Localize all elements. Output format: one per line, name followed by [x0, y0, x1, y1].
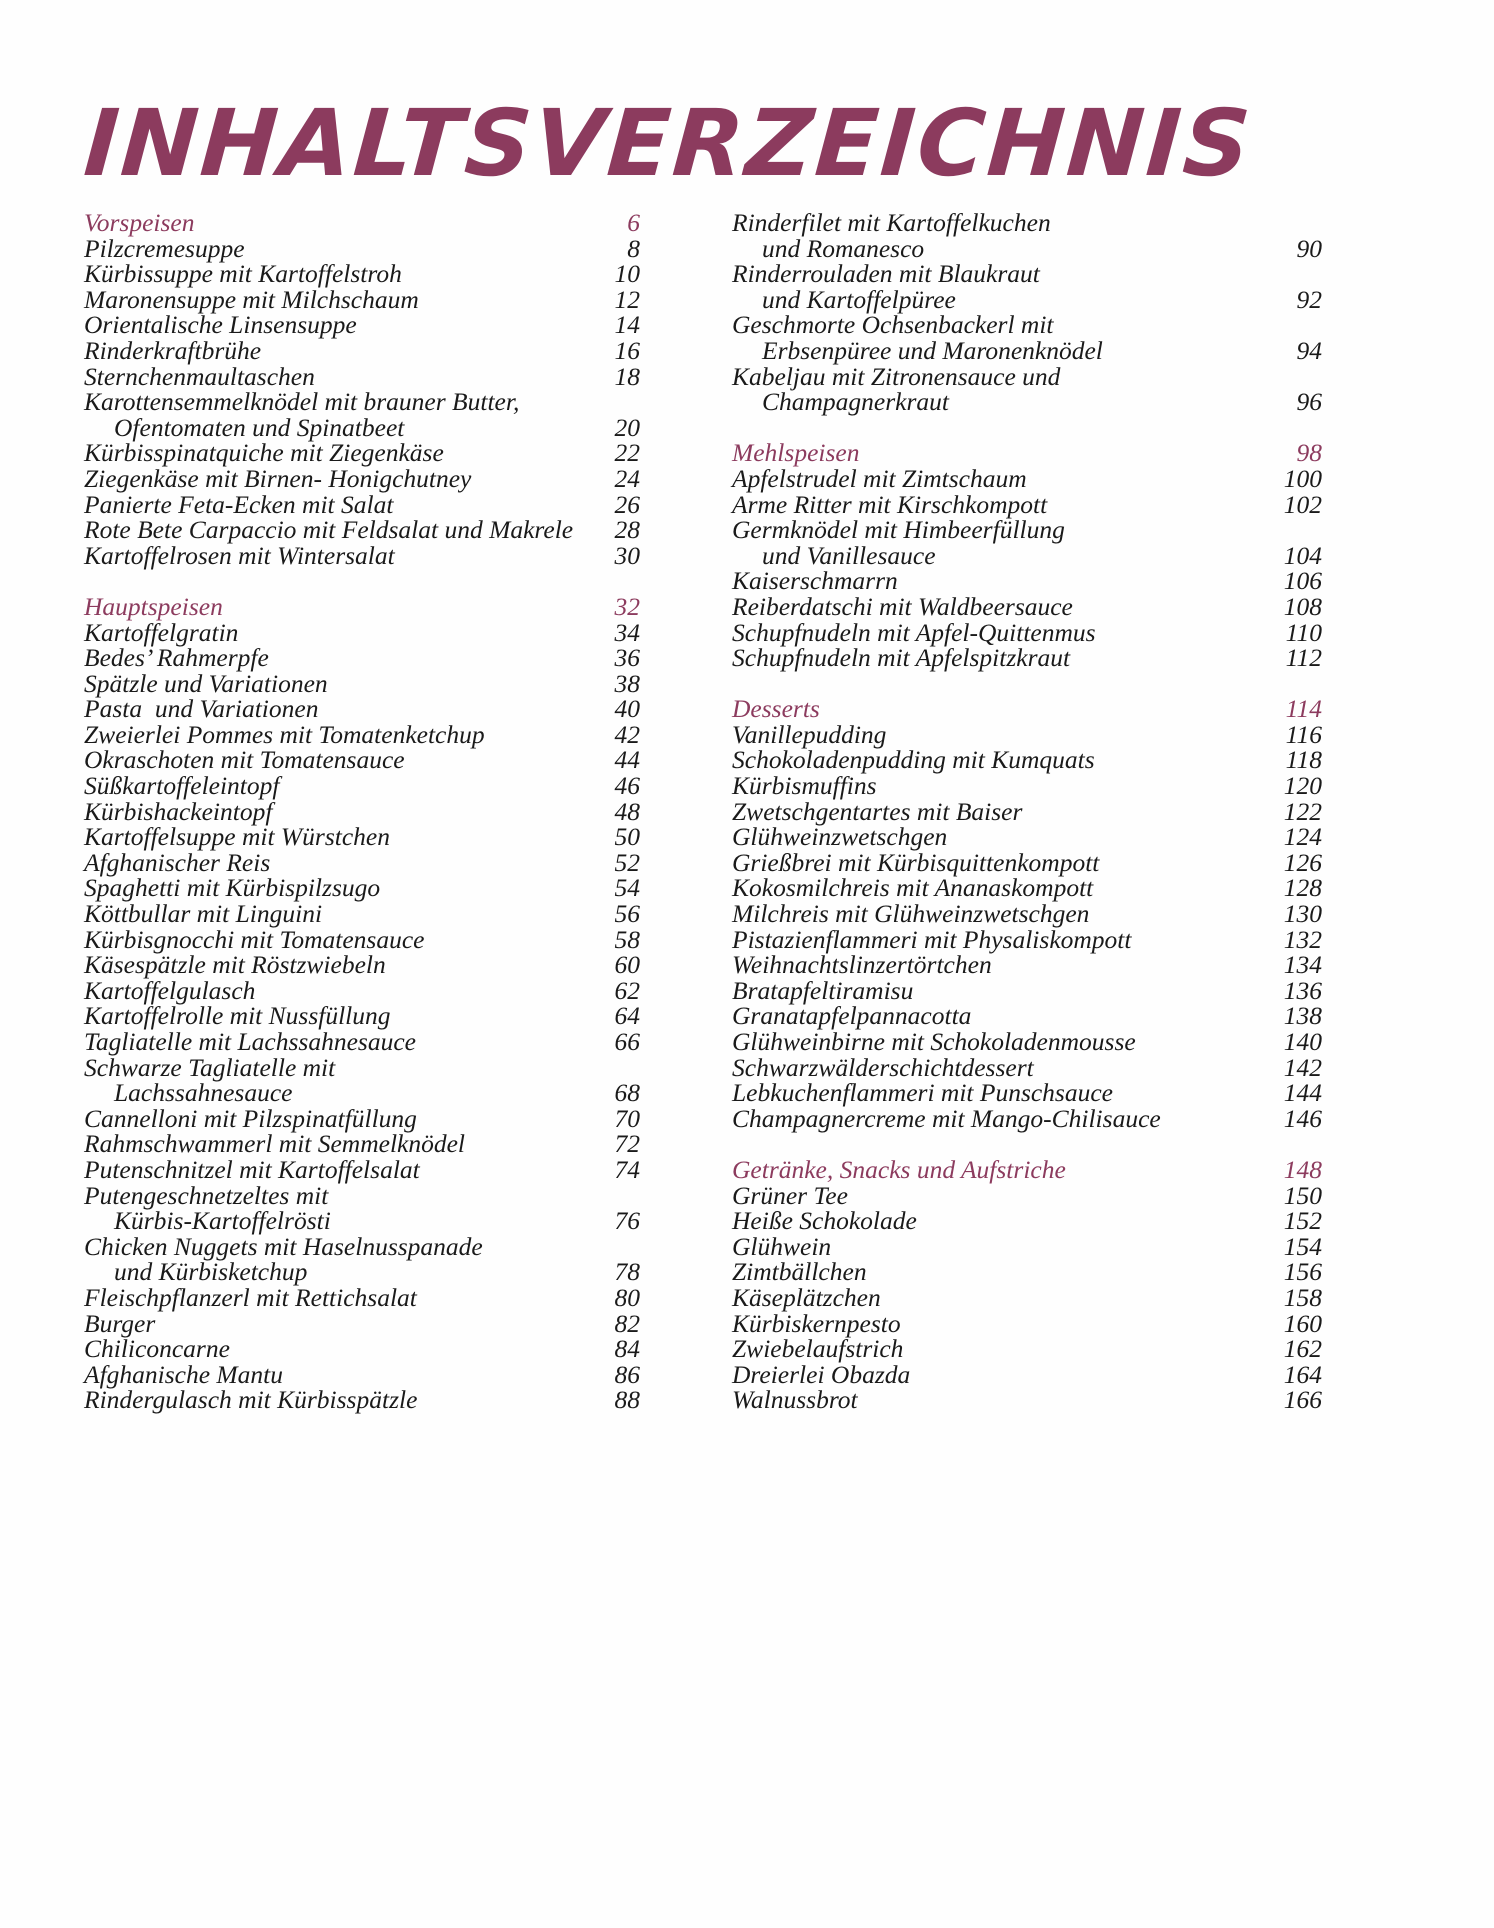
toc-columns: [0, 210, 1494, 1413]
toc-entry-label: Rinderrouladen mit Blaukraut: [732, 259, 1040, 289]
toc-entry-label: und Vanillesauce: [762, 540, 936, 570]
toc-entry[interactable]: [732, 773, 1322, 799]
toc-entry-label: Getränke, Snacks und Aufstriche: [732, 1154, 1066, 1184]
toc-entry[interactable]: [732, 747, 1322, 773]
toc-entry-label: Cannelloni mit Pilzspinatfüllung: [84, 1103, 417, 1133]
toc-page-number: 90: [1296, 233, 1322, 263]
toc-entry[interactable]: [84, 1231, 640, 1261]
toc-entry-label: Schokoladenpudding mit Kumquats: [732, 745, 1095, 775]
toc-entry[interactable]: [732, 796, 1322, 826]
toc-entry-label: Tagliatelle mit Lachssahnesauce: [84, 1027, 416, 1056]
toc-entry[interactable]: [732, 1003, 1322, 1029]
section-spacer: [732, 415, 1322, 441]
toc-page-number: 102: [1283, 489, 1322, 519]
toc-page-number: 14: [614, 310, 640, 340]
toc-entry-label: Chicken Nuggets mit Haselnusspanade: [84, 1231, 483, 1261]
toc-page-number: 96: [1296, 387, 1322, 417]
toc-page-number: 130: [1283, 899, 1322, 929]
toc-page-number: 156: [1283, 1257, 1322, 1287]
toc-entry-label: Desserts: [732, 694, 820, 724]
toc-page-number: 110: [1285, 617, 1322, 647]
toc-entry[interactable]: [84, 1003, 640, 1029]
toc-entry-label: Granatapfelpannacotta: [732, 1001, 972, 1031]
toc-page-number: 144: [1283, 1078, 1322, 1108]
toc-entry[interactable]: [84, 847, 640, 877]
toc-page-number: 66: [614, 1027, 640, 1056]
toc-page-number: 160: [1283, 1308, 1322, 1338]
toc-entry-label: Kabeljau mit Zitronensauce und: [732, 361, 1061, 391]
toc-entry-label: Ofentomaten und Spinatbeet: [114, 412, 405, 442]
toc-entry-label: Lebkuchenflammeri mit Punschsauce: [732, 1078, 1113, 1108]
toc-entry[interactable]: [732, 284, 1322, 314]
toc-entry-label: Rote Bete Carpaccio mit Feldsalat und Makrele: [84, 515, 574, 545]
toc-entry[interactable]: [732, 261, 1322, 287]
toc-entry[interactable]: [732, 1208, 1322, 1234]
toc-page-number: 104: [1283, 540, 1322, 570]
toc-page-number: 58: [614, 924, 640, 954]
toc-entry-label: Karottensemmelknödel mit brauner Butter,: [84, 387, 520, 417]
toc-entry-label: Käsespätzle mit Röstzwiebeln: [84, 950, 386, 980]
toc-entry-label: Grüner Tee: [732, 1180, 848, 1210]
toc-page-number: 26: [614, 489, 640, 519]
toc-entry-label: Zimtbällchen: [732, 1257, 867, 1287]
toc-page-number: 142: [1283, 1052, 1322, 1082]
toc-entry-label: Zwetschgentartes mit Baiser: [732, 796, 1023, 826]
toc-entry[interactable]: [732, 591, 1322, 621]
toc-entry-label: Milchreis mit Glühweinzwetschgen: [732, 899, 1090, 929]
toc-page-number: 6: [627, 208, 640, 237]
section-spacer: [732, 1131, 1322, 1157]
toc-page-number: 10: [614, 259, 640, 289]
toc-entry-label: Walnussbrot: [732, 1385, 858, 1415]
toc-entry-label: Bratapfeltiramisu: [732, 975, 914, 1005]
toc-page-number: 16: [614, 335, 640, 365]
toc-entry-label: Chiliconcarne: [84, 1334, 230, 1364]
toc-entry[interactable]: [84, 412, 640, 442]
toc-entry-label: Kartoffelgratin: [84, 617, 239, 647]
toc-page-number: 158: [1283, 1282, 1322, 1312]
toc-page-number: 92: [1296, 284, 1322, 314]
toc-page-number: 114: [1285, 694, 1322, 724]
toc-entry[interactable]: [732, 489, 1322, 519]
toc-entry[interactable]: [84, 952, 640, 978]
toc-entry-label: Grießbrei mit Kürbisquittenkompott: [732, 847, 1100, 877]
toc-entry-label: Panierte Feta-Ecken mit Salat: [84, 489, 394, 519]
toc-entry[interactable]: [84, 489, 640, 519]
toc-page-number: 146: [1283, 1103, 1322, 1133]
toc-page-number: 40: [614, 694, 640, 724]
toc-entry[interactable]: [732, 617, 1322, 647]
toc-entry[interactable]: [84, 747, 640, 773]
toc-entry[interactable]: [732, 1180, 1322, 1210]
toc-entry-label: Fleischpflanzerl mit Rettichsalat: [84, 1282, 417, 1312]
toc-entry[interactable]: [84, 617, 640, 647]
toc-entry[interactable]: [84, 463, 640, 493]
toc-page-number: 148: [1283, 1154, 1322, 1184]
toc-entry[interactable]: [84, 645, 640, 671]
toc-entry[interactable]: [84, 975, 640, 1005]
toc-entry[interactable]: [84, 901, 640, 927]
toc-entry-label: Rinderkraftbrühe: [84, 335, 262, 365]
toc-entry-label: Kürbissuppe mit Kartoffelstroh: [84, 259, 402, 289]
toc-page-number: 8: [627, 233, 640, 263]
toc-entry-label: und Kürbisketchup: [114, 1257, 308, 1287]
toc-page-number: 74: [614, 1154, 640, 1184]
toc-page-number: 64: [614, 1001, 640, 1031]
toc-entry[interactable]: [84, 1029, 640, 1055]
toc-entry-label: Kürbisspinatquiche mit Ziegenkäse: [84, 438, 444, 468]
toc-page-number: 126: [1283, 847, 1322, 877]
toc-entry-label: Pasta und Variationen: [84, 694, 319, 724]
toc-entry[interactable]: [84, 796, 640, 826]
toc-entry-label: Weihnachtslinzertörtchen: [732, 950, 992, 980]
toc-entry[interactable]: [732, 1029, 1322, 1055]
toc-entry[interactable]: [84, 1282, 640, 1312]
toc-entry[interactable]: [732, 463, 1322, 493]
toc-entry[interactable]: [732, 924, 1322, 954]
toc-entry-label: Zweierlei Pommes mit Tomatenketchup: [84, 719, 485, 749]
toc-entry[interactable]: [84, 1259, 640, 1285]
toc-entry[interactable]: [84, 389, 640, 415]
toc-page-number: 76: [614, 1206, 640, 1236]
toc-entry-label: Champagnerkraut: [762, 387, 949, 417]
toc-entry-label: Afghanische Mantu: [84, 1359, 284, 1389]
toc-entry[interactable]: [732, 210, 1322, 236]
toc-entry[interactable]: [84, 312, 640, 338]
toc-page-number: 12: [614, 284, 640, 314]
toc-column-left: [0, 210, 650, 1413]
toc-page-number: 166: [1283, 1385, 1322, 1415]
toc-entry[interactable]: [732, 568, 1322, 594]
toc-entry-label: Kokosmilchreis mit Ananaskompott: [732, 873, 1094, 903]
toc-page-number: 138: [1283, 1001, 1322, 1031]
toc-entry[interactable]: [84, 1359, 640, 1389]
toc-page-number: 80: [614, 1282, 640, 1312]
toc-page-number: 82: [614, 1308, 640, 1338]
toc-entry[interactable]: [84, 668, 640, 698]
toc-entry[interactable]: [84, 261, 640, 287]
toc-entry[interactable]: [732, 1103, 1322, 1133]
toc-entry[interactable]: [732, 1231, 1322, 1261]
toc-entry-label: Hauptspeisen: [84, 591, 223, 621]
toc-entry-label: Sternchenmaultaschen: [84, 361, 315, 391]
toc-section-heading[interactable]: [732, 1154, 1322, 1184]
toc-entry-label: Putengeschnetzeltes mit: [84, 1180, 329, 1210]
toc-entry[interactable]: [732, 361, 1322, 391]
toc-page-number: 32: [614, 591, 640, 621]
toc-page-number: 106: [1283, 566, 1322, 596]
toc-page-number: 88: [614, 1385, 640, 1415]
toc-page-number: 56: [614, 899, 640, 929]
toc-entry[interactable]: [84, 540, 640, 570]
toc-entry[interactable]: [732, 517, 1322, 543]
toc-page-number: 60: [614, 950, 640, 980]
toc-entry-label: Glühweinbirne mit Schokoladenmousse: [732, 1027, 1136, 1056]
toc-entry[interactable]: [732, 540, 1322, 570]
toc-page-number: 84: [614, 1334, 640, 1364]
page-title: INHALTSVERZEICHNIS: [80, 90, 1256, 197]
toc-entry[interactable]: [84, 1052, 640, 1082]
toc-page-number: 164: [1283, 1359, 1322, 1389]
toc-entry-label: Kürbisgnocchi mit Tomatensauce: [84, 924, 425, 954]
toc-entry-label: Kartoffelsuppe mit Würstchen: [84, 822, 390, 852]
toc-page-number: 98: [1296, 438, 1322, 468]
toc-page-number: 62: [614, 975, 640, 1005]
toc-entry-label: Reiberdatschi mit Waldbeersauce: [732, 591, 1073, 621]
toc-entry-label: Okraschoten mit Tomatensauce: [84, 745, 405, 775]
toc-entry-label: Kürbis-Kartoffelrösti: [114, 1206, 331, 1236]
toc-entry-label: Schupfnudeln mit Apfel-Quittenmus: [732, 617, 1096, 647]
toc-page-number: 78: [614, 1257, 640, 1287]
toc-page-number: 24: [614, 463, 640, 493]
toc-entry[interactable]: [84, 440, 640, 466]
toc-entry-label: Köttbullar mit Linguini: [84, 899, 323, 929]
toc-entry-label: Kartoffelrosen mit Wintersalat: [84, 540, 395, 570]
toc-section-heading[interactable]: [84, 210, 640, 236]
toc-entry-label: Vorspeisen: [84, 208, 195, 237]
toc-page-number: 50: [614, 822, 640, 852]
toc-entry[interactable]: [84, 1131, 640, 1157]
toc-page-number: 108: [1283, 591, 1322, 621]
toc-section-heading[interactable]: [84, 591, 640, 621]
toc-page-number: 72: [614, 1129, 640, 1159]
toc-page-number: 86: [614, 1359, 640, 1389]
toc-entry-label: Kürbishackeintopf: [84, 796, 273, 826]
toc-entry-label: und Romanesco: [762, 233, 925, 263]
toc-entry-label: Geschmorte Ochsenbackerl mit: [732, 310, 1054, 340]
toc-page-number: 54: [614, 873, 640, 903]
toc-entry[interactable]: [732, 901, 1322, 927]
toc-entry-label: Pistazienflammeri mit Physaliskompott: [732, 924, 1132, 954]
toc-entry[interactable]: [732, 875, 1322, 901]
toc-column-right: [650, 210, 1410, 1413]
toc-entry[interactable]: [732, 1336, 1322, 1362]
toc-entry[interactable]: [732, 233, 1322, 263]
toc-page-number: 162: [1283, 1334, 1322, 1364]
toc-entry-label: Pilzcremesuppe: [84, 233, 245, 263]
toc-entry[interactable]: [84, 335, 640, 365]
toc-page-number: 116: [1285, 719, 1322, 749]
toc-page-number: 34: [614, 617, 640, 647]
toc-entry-label: Germknödel mit Himbeerfüllung: [732, 515, 1065, 545]
toc-page-number: 28: [614, 515, 640, 545]
toc-entry[interactable]: [732, 389, 1322, 415]
toc-page-number: 150: [1283, 1180, 1322, 1210]
toc-entry-label: und Kartoffelpüree: [762, 284, 956, 314]
toc-page-number: 112: [1285, 643, 1322, 673]
toc-page-number: 120: [1283, 771, 1322, 801]
toc-entry-label: Vanillepudding: [732, 719, 887, 749]
toc-entry[interactable]: [84, 773, 640, 799]
toc-page-number: 118: [1285, 745, 1322, 775]
toc-page-number: 128: [1283, 873, 1322, 903]
toc-entry[interactable]: [84, 1154, 640, 1184]
toc-entry[interactable]: [732, 335, 1322, 365]
toc-entry-label: Heiße Schokolade: [732, 1206, 917, 1236]
toc-page-number: 18: [614, 361, 640, 391]
toc-page-number: 30: [614, 540, 640, 570]
toc-entry-label: Ziegenkäse mit Birnen- Honigchutney: [84, 463, 472, 493]
toc-page-number: 94: [1296, 335, 1322, 365]
toc-page-number: 42: [614, 719, 640, 749]
toc-entry[interactable]: [732, 1282, 1322, 1312]
toc-entry[interactable]: [84, 1180, 640, 1210]
toc-entry[interactable]: [732, 847, 1322, 877]
toc-entry[interactable]: [84, 284, 640, 314]
toc-entry[interactable]: [732, 719, 1322, 749]
toc-entry-label: Glühwein: [732, 1231, 832, 1261]
toc-entry[interactable]: [732, 1308, 1322, 1338]
toc-entry-label: Kürbiskernpesto: [732, 1308, 901, 1338]
toc-entry-label: Champagnercreme mit Mango-Chilisauce: [732, 1103, 1161, 1133]
toc-entry-label: Dreierlei Obazda: [732, 1359, 911, 1389]
toc-entry-label: Glühweinzwetschgen: [732, 822, 948, 852]
toc-page-number: 36: [614, 643, 640, 673]
toc-entry[interactable]: [732, 952, 1322, 978]
toc-entry[interactable]: [84, 1103, 640, 1133]
toc-entry-label: Putenschnitzel mit Kartoffelsalat: [84, 1154, 420, 1184]
toc-entry[interactable]: [732, 1259, 1322, 1285]
toc-page-number: 38: [614, 668, 640, 698]
toc-page-number: 134: [1283, 950, 1322, 980]
toc-entry-label: Maronensuppe mit Milchschaum: [84, 284, 419, 314]
toc-entry[interactable]: [84, 875, 640, 901]
toc-entry-label: Zwiebelaufstrich: [732, 1334, 904, 1364]
toc-entry[interactable]: [84, 1336, 640, 1362]
toc-entry-label: Afghanischer Reis: [84, 847, 271, 877]
toc-entry-label: Schupfnudeln mit Apfelspitzkraut: [732, 643, 1071, 673]
section-spacer: [732, 671, 1322, 697]
toc-entry-label: Rahmschwammerl mit Semmelknödel: [84, 1129, 466, 1159]
toc-entry-label: Spaghetti mit Kürbispilzsugo: [84, 873, 381, 903]
toc-page-number: 52: [614, 847, 640, 877]
toc-entry-label: Kaiserschmarrn: [732, 566, 898, 596]
toc-entry-label: Kürbismuffins: [732, 771, 877, 801]
toc-entry[interactable]: [84, 1080, 640, 1106]
toc-entry[interactable]: [84, 1308, 640, 1338]
toc-page-number: 124: [1283, 822, 1322, 852]
toc-entry[interactable]: [84, 517, 640, 543]
section-spacer: [84, 568, 640, 594]
toc-page-number: 70: [614, 1103, 640, 1133]
toc-page-number: 154: [1283, 1231, 1322, 1261]
toc-section-heading[interactable]: [732, 696, 1322, 722]
toc-entry[interactable]: [732, 312, 1322, 338]
toc-entry[interactable]: [732, 1052, 1322, 1082]
toc-page-number: 100: [1283, 463, 1322, 493]
toc-entry[interactable]: [84, 824, 640, 850]
toc-page-number: 132: [1283, 924, 1322, 954]
toc-page-number: 44: [614, 745, 640, 775]
toc-entry-label: Erbsenpüree und Maronenknödel: [762, 335, 1103, 365]
toc-entry[interactable]: [84, 1208, 640, 1234]
toc-entry[interactable]: [732, 1359, 1322, 1389]
toc-entry-label: Rindergulasch mit Kürbisspätzle: [84, 1385, 418, 1415]
toc-page-number: 22: [614, 438, 640, 468]
toc-entry[interactable]: [84, 1387, 640, 1413]
toc-entry-label: Käseplätzchen: [732, 1282, 881, 1312]
toc-entry-label: Rinderfilet mit Kartoffelkuchen: [732, 208, 1051, 237]
toc-entry[interactable]: [84, 924, 640, 954]
toc-section-heading[interactable]: [732, 440, 1322, 466]
toc-entry[interactable]: [84, 696, 640, 722]
toc-entry[interactable]: [732, 975, 1322, 1005]
toc-page-number: 48: [614, 796, 640, 826]
toc-page-number: 136: [1283, 975, 1322, 1005]
toc-page-number: 46: [614, 771, 640, 801]
toc-entry-label: Schwarzwälderschichtdessert: [732, 1052, 1034, 1082]
toc-entry-label: Apfelstrudel mit Zimtschaum: [732, 463, 1027, 493]
toc-entry-label: Bedes’ Rahmerpfe: [84, 643, 269, 673]
toc-entry[interactable]: [84, 233, 640, 263]
toc-entry-label: Lachssahnesauce: [114, 1078, 293, 1108]
toc-entry-label: Orientalische Linsensuppe: [84, 310, 357, 340]
toc-entry-label: Schwarze Tagliatelle mit: [84, 1052, 336, 1082]
toc-entry-label: Burger: [84, 1308, 156, 1338]
toc-page-number: 20: [614, 412, 640, 442]
toc-entry[interactable]: [732, 645, 1322, 671]
toc-entry-label: Kartoffelgulasch: [84, 975, 256, 1005]
toc-entry-label: Kartoffelrolle mit Nussfüllung: [84, 1001, 391, 1031]
toc-page-number: 152: [1283, 1206, 1322, 1236]
toc-entry-label: Spätzle und Variationen: [84, 668, 328, 698]
toc-entry-label: Mehlspeisen: [732, 438, 860, 468]
toc-entry-label: Arme Ritter mit Kirschkompott: [732, 489, 1048, 519]
toc-entry[interactable]: [732, 1080, 1322, 1106]
toc-entry-label: Süßkartoffeleintopf: [84, 771, 280, 801]
toc-entry[interactable]: [732, 1387, 1322, 1413]
toc-page-number: 122: [1283, 796, 1322, 826]
toc-page-number: 68: [614, 1078, 640, 1108]
toc-entry[interactable]: [84, 361, 640, 391]
toc-entry[interactable]: [732, 824, 1322, 850]
toc-entry[interactable]: [84, 719, 640, 749]
toc-page-number: 140: [1283, 1027, 1322, 1056]
